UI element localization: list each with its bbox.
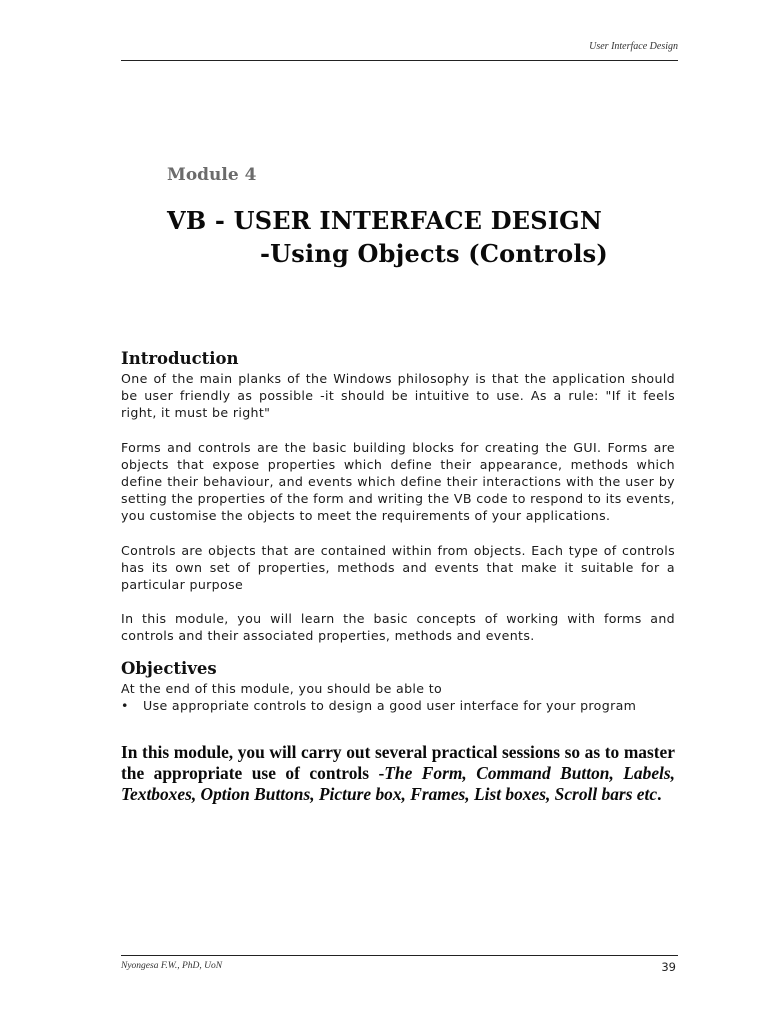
intro-paragraph-3: Controls are objects that are contained within from objects. Each type of controls has its own set of properties, methods and events that make it suitable for a particular purpose [121, 542, 675, 593]
module-title-line-2: -Using Objects (Controls) [260, 239, 608, 268]
objective-text: Use appropriate controls to design a good user interface for your program [143, 697, 637, 713]
footer-author: Nyongesa F.W., PhD, UoN [121, 961, 223, 971]
module-label: Module 4 [167, 165, 257, 185]
practical-sessions-note [121, 742, 675, 805]
module-title-line-1: VB - USER INTERFACE DESIGN [167, 206, 602, 235]
intro-paragraph-4: In this module, you will learn the basic concepts of working with forms and controls and their associated properties, methods and events. [121, 611, 675, 644]
practical-text: In this module, you will carry out several practical sessions so as to master the appropriate use of controls - [121, 742, 675, 784]
objectives-heading: Objectives [121, 658, 217, 678]
main-content [121, 348, 675, 805]
practical-end: . [657, 784, 662, 805]
page-number: 39 [661, 960, 676, 974]
objectives-list [121, 697, 675, 714]
footer-rule [121, 955, 678, 956]
intro-paragraph-1: One of the main planks of the Windows philosophy is that the application should be user friendly as possible -it should be intuitive to use. As a rule: "If it feels right, it must be right" [121, 371, 675, 421]
running-header: User Interface Design [589, 41, 678, 52]
practical-controls-list: The Form, Command Button, Labels, Textboxes, Option Buttons, Picture box, Frames, List boxes, Scroll bars etc [121, 763, 675, 805]
bullet-icon: • [121, 697, 129, 713]
introduction-heading: Introduction [121, 349, 239, 368]
objectives-lead: At the end of this module, you should be able to [121, 680, 443, 696]
list-item [121, 697, 675, 714]
header-rule [121, 60, 678, 61]
intro-paragraph-2: Forms and controls are the basic building blocks for creating the GUI. Forms are objects that expose properties which define their appearance, methods which define their behaviour, and events which define their interactions with the user by setting the properties of the form and writing the VB code to respond to its events, you customise the objects to meet the requirements of your applications. [121, 439, 675, 524]
